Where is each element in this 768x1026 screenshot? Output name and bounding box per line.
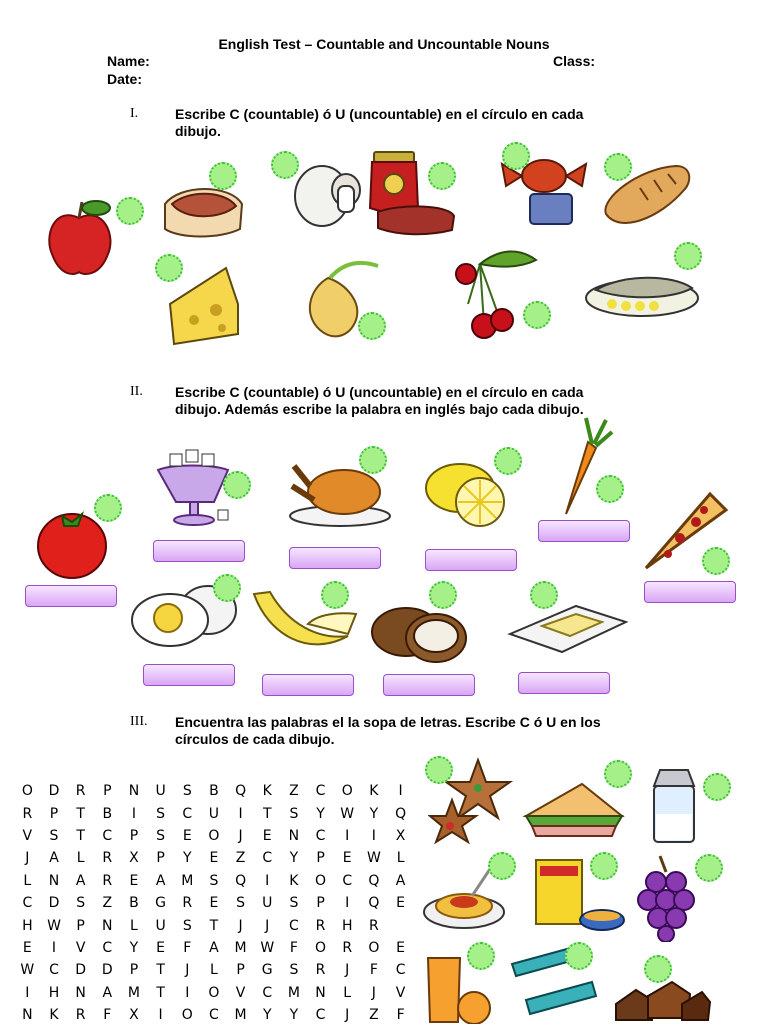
word-search-letter[interactable]: N — [128, 783, 140, 800]
word-search-letter[interactable]: P — [236, 962, 245, 979]
word-search-letter[interactable]: B — [102, 805, 113, 822]
word-search-letter[interactable]: I — [345, 827, 350, 844]
word-search-letter[interactable]: S — [182, 917, 192, 934]
answer-box[interactable] — [143, 664, 235, 686]
cherries-icon — [450, 244, 540, 342]
word-search-letter[interactable]: W — [260, 939, 275, 956]
word-search-letter[interactable]: C — [102, 827, 113, 844]
word-search-row — [14, 959, 414, 981]
word-search-letter[interactable]: Q — [235, 872, 247, 889]
word-search-letter[interactable]: N — [75, 984, 86, 1001]
word-search-letter[interactable]: O — [315, 939, 327, 956]
word-search-letter[interactable]: U — [208, 805, 220, 822]
word-search-letter[interactable]: S — [76, 895, 86, 912]
word-search-letter[interactable]: Y — [262, 1007, 272, 1024]
word-search-letter[interactable]: L — [343, 984, 352, 1001]
word-search-letter[interactable]: F — [183, 939, 192, 956]
word-search-letter[interactable]: N — [102, 917, 113, 934]
answer-circle[interactable] — [604, 153, 632, 181]
word-search-letter[interactable]: J — [345, 962, 350, 979]
word-search-letter[interactable]: S — [49, 827, 59, 844]
word-search-letter[interactable]: R — [75, 1007, 86, 1024]
word-search-letter[interactable]: C — [395, 962, 406, 979]
word-search-row — [14, 847, 414, 869]
section1-instruction — [175, 106, 635, 140]
word-search-letter[interactable]: I — [238, 805, 243, 822]
word-search-letter[interactable]: E — [396, 939, 406, 956]
word-search-letter[interactable]: E — [396, 895, 406, 912]
word-search-letter[interactable]: A — [209, 939, 219, 956]
word-search-letter[interactable]: C — [262, 850, 273, 867]
mushroom-icon — [292, 160, 364, 232]
word-search-letter[interactable]: Z — [235, 850, 246, 867]
word-search-row — [14, 937, 414, 959]
word-search-letter[interactable]: J — [238, 827, 243, 844]
word-search-letter[interactable]: K — [369, 783, 379, 800]
word-search-letter[interactable]: R — [315, 917, 326, 934]
word-search-letter[interactable]: I — [51, 939, 57, 956]
name-label: Name: — [107, 53, 150, 69]
word-search-letter[interactable]: P — [316, 895, 325, 912]
word-search-row — [14, 1004, 414, 1026]
word-search-letter[interactable]: E — [209, 850, 219, 867]
word-search-letter[interactable]: J — [371, 984, 376, 1001]
word-search-letter[interactable]: J — [25, 850, 30, 867]
answer-circle[interactable] — [429, 581, 457, 609]
section1-numeral: I. — [130, 106, 139, 121]
word-search-letter[interactable]: X — [129, 850, 139, 867]
word-search-letter[interactable]: G — [155, 895, 167, 912]
word-search-letter[interactable]: A — [75, 872, 86, 889]
word-search-letter[interactable]: J — [265, 917, 270, 934]
word-search-letter[interactable]: X — [395, 827, 406, 844]
word-search-letter[interactable]: A — [395, 872, 406, 889]
word-search-letter[interactable]: E — [182, 827, 192, 844]
word-search-letter[interactable]: N — [315, 984, 326, 1001]
section2-instruction-line2: dibujo. Además escribe la palabra en inglés bajo cada dibujo. — [175, 401, 584, 417]
word-search-letter[interactable]: U — [155, 917, 166, 934]
word-search-letter[interactable]: B — [209, 783, 219, 800]
word-search-letter[interactable]: I — [185, 984, 190, 1001]
word-search-row — [14, 870, 414, 892]
word-search-letter[interactable]: X — [129, 1007, 139, 1024]
word-search-letter[interactable]: E — [129, 872, 139, 889]
word-search-letter[interactable]: V — [395, 984, 406, 1001]
word-search-letter[interactable]: L — [76, 850, 85, 867]
word-search-letter[interactable]: A — [49, 850, 59, 867]
section3-instruction-line2: círculos de cada dibujo. — [175, 731, 335, 747]
fish-icon — [582, 264, 700, 320]
word-search-letter[interactable]: D — [75, 962, 87, 979]
word-search-letter[interactable]: N — [22, 1007, 33, 1024]
answer-circle[interactable] — [523, 301, 551, 329]
word-search-letter[interactable]: F — [289, 939, 298, 956]
word-search-letter[interactable]: C — [102, 939, 113, 956]
class-label: Class: — [553, 53, 596, 69]
word-search-letter[interactable]: Z — [102, 895, 113, 912]
word-search-letter[interactable]: R — [342, 939, 353, 956]
answer-circle[interactable] — [358, 312, 386, 340]
word-search-letter[interactable]: T — [209, 917, 219, 934]
section2-numeral: II. — [130, 384, 143, 399]
word-search-letter[interactable]: T — [76, 827, 85, 844]
answer-circle[interactable] — [209, 162, 237, 190]
word-search-letter[interactable]: S — [289, 895, 299, 912]
word-search-letter[interactable]: V — [22, 827, 33, 844]
word-search-letter[interactable]: C — [342, 872, 353, 889]
word-search-letter[interactable]: E — [22, 939, 32, 956]
coconut-icon — [370, 600, 470, 666]
word-search-letter[interactable]: F — [396, 1007, 405, 1024]
word-search-letter[interactable]: W — [340, 805, 355, 822]
word-search-letter[interactable]: Z — [369, 1007, 379, 1024]
answer-circle[interactable] — [359, 446, 387, 474]
word-search-letter[interactable]: U — [262, 895, 273, 912]
section3-instruction — [175, 714, 635, 748]
word-search-letter[interactable]: C — [209, 1007, 219, 1024]
word-search-letter[interactable]: P — [316, 850, 325, 867]
word-search-letter[interactable]: R — [182, 895, 193, 912]
word-search-letter[interactable]: S — [182, 783, 192, 800]
answer-circle[interactable] — [116, 197, 144, 225]
word-search-letter[interactable]: V — [75, 939, 86, 956]
word-search-letter[interactable]: C — [315, 827, 326, 844]
word-search-letter[interactable]: D — [48, 783, 60, 800]
word-search-letter[interactable]: C — [22, 895, 33, 912]
word-search-letter[interactable]: P — [49, 805, 59, 822]
word-search-letter[interactable]: O — [181, 1007, 193, 1024]
answer-box[interactable] — [289, 547, 381, 569]
word-search-letter[interactable]: E — [342, 850, 352, 867]
word-search-letter[interactable]: Y — [369, 805, 379, 822]
word-search-letter[interactable]: F — [369, 962, 378, 979]
word-search-letter[interactable]: S — [236, 895, 246, 912]
word-search-letter[interactable]: C — [289, 917, 299, 934]
word-search-letter[interactable]: R — [75, 783, 86, 800]
section1-instruction-line2: dibujo. — [175, 123, 221, 139]
word-search-letter[interactable]: H — [48, 984, 60, 1001]
word-search-row — [14, 825, 414, 847]
answer-circle[interactable] — [565, 942, 593, 970]
word-search-letter[interactable]: F — [103, 1007, 112, 1024]
answer-circle[interactable] — [596, 475, 624, 503]
word-search-row — [14, 914, 414, 936]
answer-box[interactable] — [518, 672, 610, 694]
word-search-letter[interactable]: K — [262, 783, 272, 800]
word-search-letter[interactable]: E — [262, 827, 272, 844]
word-search-letter[interactable]: J — [238, 917, 243, 934]
answer-circle[interactable] — [644, 955, 672, 983]
word-search-letter[interactable]: K — [289, 872, 299, 889]
answer-circle[interactable] — [425, 756, 453, 784]
word-search-letter[interactable]: W — [20, 962, 35, 979]
word-search-letter[interactable]: Y — [289, 1007, 299, 1024]
answer-circle[interactable] — [428, 162, 456, 190]
word-search-letter[interactable]: O — [21, 783, 33, 800]
word-search-letter[interactable]: Z — [289, 783, 299, 800]
answer-box[interactable] — [538, 520, 630, 542]
answer-box[interactable] — [153, 540, 245, 562]
word-search-letter[interactable]: C — [49, 962, 59, 979]
answer-circle[interactable] — [604, 760, 632, 788]
carrot-icon — [556, 414, 616, 520]
word-search-letter[interactable]: I — [131, 805, 137, 822]
answer-circle[interactable] — [695, 854, 723, 882]
word-search-letter[interactable]: K — [49, 1007, 59, 1024]
word-search-letter[interactable]: I — [398, 783, 403, 800]
word-search-letter[interactable]: S — [209, 872, 219, 889]
word-search-letter[interactable]: P — [103, 783, 112, 800]
word-search-letter[interactable]: R — [102, 850, 113, 867]
answer-box[interactable] — [644, 581, 736, 603]
word-search-letter[interactable]: Y — [289, 850, 299, 867]
section3-numeral: III. — [130, 714, 148, 729]
word-search-letter[interactable] — [387, 914, 414, 936]
salt-icon — [648, 766, 700, 846]
word-search-letter[interactable]: S — [156, 805, 166, 822]
word-search-letter[interactable]: Q — [235, 783, 247, 800]
word-search-letter[interactable]: S — [156, 827, 166, 844]
steak-icon — [160, 184, 246, 240]
word-search-letter[interactable]: I — [158, 1007, 163, 1024]
word-search-letter[interactable]: I — [25, 984, 30, 1001]
word-search-letter[interactable]: T — [262, 805, 272, 822]
word-search-letter[interactable]: L — [130, 917, 138, 934]
word-search-letter[interactable]: E — [209, 895, 219, 912]
word-search-letter[interactable]: R — [315, 962, 326, 979]
word-search-letter[interactable]: R — [22, 805, 33, 822]
word-search-letter[interactable]: G — [261, 962, 273, 979]
word-search-letter[interactable]: T — [76, 805, 85, 822]
apple-icon — [44, 196, 114, 278]
answer-circle[interactable] — [590, 852, 618, 880]
word-search-letter[interactable]: M — [127, 984, 140, 1001]
word-search-letter[interactable]: C — [315, 1007, 326, 1024]
answer-box[interactable] — [383, 674, 475, 696]
word-search-letter[interactable]: O — [341, 783, 353, 800]
word-search-letter[interactable]: C — [182, 805, 193, 822]
word-search-row — [14, 982, 414, 1004]
answer-box[interactable] — [262, 674, 354, 696]
section2-instruction-line1: Escribe C (countable) ó U (uncountable) en el círculo en cada — [175, 384, 584, 400]
word-search-letter[interactable]: I — [371, 827, 376, 844]
page-title: English Test – Countable and Uncountable Nouns — [218, 36, 550, 52]
word-search-letter[interactable]: R — [368, 917, 379, 934]
answer-circle[interactable] — [213, 574, 241, 602]
word-search-letter[interactable]: Q — [368, 872, 380, 889]
word-search-letter[interactable]: V — [235, 984, 246, 1001]
word-search-letter[interactable]: M — [234, 1007, 247, 1024]
answer-circle[interactable] — [494, 447, 522, 475]
section1-instruction-line1: Escribe C (countable) ó U (uncountable) en el círculo en cada — [175, 106, 584, 122]
answer-circle[interactable] — [321, 581, 349, 609]
word-search-letter[interactable]: R — [102, 872, 113, 889]
word-search-letter[interactable]: C — [262, 984, 273, 1001]
word-search-letter[interactable]: L — [396, 850, 405, 867]
word-search-letter[interactable]: Y — [129, 939, 139, 956]
word-search-letter[interactable]: S — [289, 805, 299, 822]
word-search-row — [14, 802, 414, 824]
word-search-letter[interactable]: P — [156, 850, 165, 867]
word-search-letter[interactable]: Y — [316, 805, 325, 822]
answer-box[interactable] — [425, 549, 517, 571]
word-search-letter[interactable]: I — [265, 872, 270, 889]
word-search-letter[interactable]: O — [208, 827, 220, 844]
word-search-letter[interactable]: J — [345, 1007, 350, 1024]
answer-circle[interactable] — [702, 547, 730, 575]
word-search-letter[interactable]: T — [156, 984, 165, 1001]
word-search-row — [14, 892, 414, 914]
answer-circle[interactable] — [703, 773, 731, 801]
answer-circle[interactable] — [94, 494, 122, 522]
butter-icon — [506, 598, 628, 654]
word-search-letter[interactable]: B — [129, 895, 139, 912]
answer-circle[interactable] — [530, 581, 558, 609]
word-search-letter[interactable]: O — [315, 872, 327, 889]
word-search-letter[interactable]: C — [315, 783, 326, 800]
word-search-letter[interactable]: T — [156, 962, 165, 979]
word-search-letter[interactable]: N — [48, 872, 60, 889]
section2-instruction — [175, 384, 635, 418]
answer-circle[interactable] — [674, 242, 702, 270]
word-search-letter[interactable]: H — [341, 917, 353, 934]
word-search-letter[interactable]: L — [210, 962, 218, 979]
word-search-letter[interactable]: P — [129, 827, 139, 844]
word-search-letter[interactable]: S — [289, 962, 299, 979]
answer-circle[interactable] — [502, 142, 530, 170]
word-search-letter[interactable]: M — [234, 939, 247, 956]
word-search-letter[interactable]: P — [76, 917, 85, 934]
answer-circle[interactable] — [223, 471, 251, 499]
word-search-letter[interactable]: D — [101, 962, 113, 979]
answer-circle[interactable] — [271, 151, 299, 179]
word-search-letter[interactable]: O — [368, 939, 380, 956]
answer-circle[interactable] — [155, 254, 183, 282]
word-search-letter[interactable]: A — [102, 984, 113, 1001]
word-search-letter[interactable]: E — [156, 939, 166, 956]
word-search-letter[interactable]: W — [47, 917, 61, 934]
word-search-letter[interactable]: M — [287, 984, 300, 1001]
word-search-letter[interactable]: O — [208, 984, 220, 1001]
answer-circle[interactable] — [467, 942, 495, 970]
word-search-grid — [14, 780, 414, 1026]
word-search-letter[interactable]: Q — [368, 895, 380, 912]
word-search-letter[interactable]: P — [129, 962, 139, 979]
word-search-row — [14, 780, 414, 802]
word-search-letter[interactable]: W — [366, 850, 381, 867]
word-search-letter[interactable]: H — [22, 917, 33, 934]
section3-instruction-line1: Encuentra las palabras el la sopa de letras. Escribe C ó U en los — [175, 714, 601, 730]
word-search-letter[interactable]: J — [185, 962, 190, 979]
word-search-letter[interactable]: N — [288, 827, 300, 844]
word-search-letter[interactable]: I — [345, 895, 350, 912]
date-label: Date: — [107, 71, 143, 87]
word-search-letter[interactable]: U — [155, 783, 166, 800]
word-search-letter[interactable]: D — [48, 895, 60, 912]
word-search-letter[interactable]: Q — [395, 805, 407, 822]
answer-circle[interactable] — [488, 852, 516, 880]
word-search-letter[interactable]: M — [181, 872, 194, 889]
word-search-letter[interactable]: L — [23, 872, 32, 889]
word-search-letter[interactable]: A — [155, 872, 166, 889]
answer-box[interactable] — [25, 585, 117, 607]
word-search-letter[interactable]: Y — [182, 850, 192, 867]
